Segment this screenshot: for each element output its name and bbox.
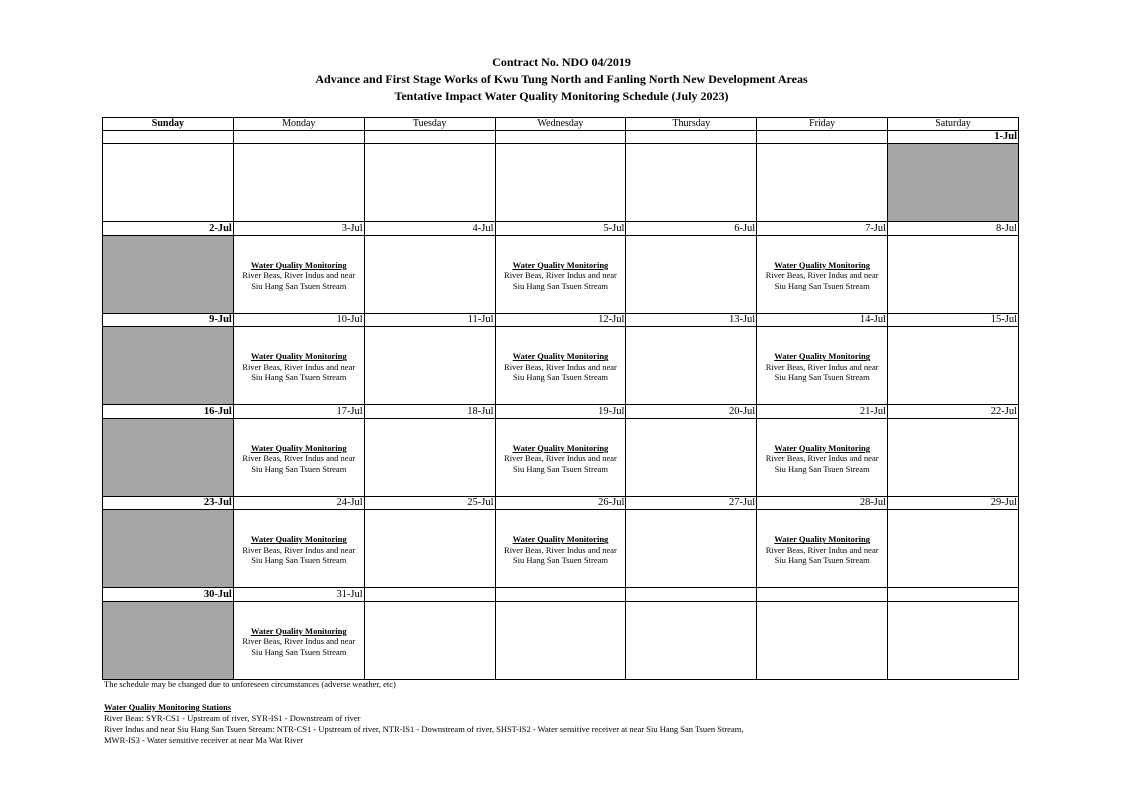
date-cell [757,588,888,601]
day-cell [888,327,1019,405]
event-title: Water Quality Monitoring [512,442,609,453]
date-cell [495,588,626,601]
day-cell [626,418,757,496]
event-location: River Beas, River Indus and near [504,453,617,464]
event-title: Water Quality Monitoring [250,259,347,270]
event-location: River Beas, River Indus and near [765,453,879,464]
day-cell [757,144,888,222]
weekday-header-row [103,118,1019,131]
date-cell: 24-Jul [233,496,364,509]
legend-line: River Indus and near Siu Hang San Tsuen Stream: NTR-CS1 - Upstream of river, NTR-IS1 - Downstream of river, SHST-IS2 - Water sensitive receiver at near Siu Hang San Tsuen Stream, [104,724,744,734]
event-title: Water Quality Monitoring [774,351,870,362]
date-cell: 5-Jul [495,222,626,235]
date-cell: 17-Jul [233,405,364,418]
day-cell [103,418,234,496]
day-cell [103,235,234,313]
date-cell [364,131,495,144]
event-location: Siu Hang San Tsuen Stream [251,280,347,291]
day-cell [364,510,495,588]
event-title: Water Quality Monitoring [250,625,347,636]
weekday-header: Monday [233,118,364,131]
date-cell: 28-Jul [757,496,888,509]
monitoring-event [234,602,364,658]
date-cell: 11-Jul [364,313,495,326]
event-location: River Beas, River Indus and near [765,544,879,555]
weekday-header: Friday [757,118,888,131]
event-title: Water Quality Monitoring [774,534,870,545]
date-cell: 20-Jul [626,405,757,418]
event-location: Siu Hang San Tsuen Stream [774,555,870,566]
day-cell [233,144,364,222]
date-cell: 27-Jul [626,496,757,509]
day-cell [495,235,626,313]
weekday-header: Wednesday [495,118,626,131]
monitoring-event [234,327,364,383]
legend-line: MWR-IS3 - Water sensitive receiver at near Ma Wat River [104,735,304,745]
date-row [103,405,1019,418]
station-legend [104,702,743,746]
event-title: Water Quality Monitoring [512,351,609,362]
event-location: River Beas, River Indus and near [242,453,356,464]
project-title: Advance and First Stage Works of Kwu Tung North and Fanling North New Development Areas [315,72,808,86]
event-location: River Beas, River Indus and near [765,270,879,281]
day-cell [364,601,495,679]
day-cell [495,418,626,496]
event-location: River Beas, River Indus and near [504,544,617,555]
event-location: Siu Hang San Tsuen Stream [251,555,347,566]
legend-line: River Beas: SYR-CS1 - Upstream of river, SYR-IS1 - Downstream of river [104,713,361,723]
contract-number: Contract No. NDO 04/2019 [492,55,631,69]
schedule-title: Tentative Impact Water Quality Monitoring Schedule (July 2023) [394,89,729,103]
day-cell [495,144,626,222]
monitoring-event [757,419,887,475]
event-location: River Beas, River Indus and near [242,361,356,372]
day-cell [888,235,1019,313]
date-cell: 14-Jul [757,313,888,326]
event-location: River Beas, River Indus and near [242,270,356,281]
monitoring-event [496,236,626,292]
date-cell: 16-Jul [103,405,234,418]
date-cell [888,588,1019,601]
day-cell [364,418,495,496]
day-cell [626,510,757,588]
day-cell [103,144,234,222]
day-cell [757,327,888,405]
weekday-header: Thursday [626,118,757,131]
date-cell: 7-Jul [757,222,888,235]
date-cell: 22-Jul [888,405,1019,418]
date-cell: 25-Jul [364,496,495,509]
event-title: Water Quality Monitoring [774,442,870,453]
monitoring-event [234,236,364,292]
monitoring-event [496,327,626,383]
event-location: Siu Hang San Tsuen Stream [251,646,347,657]
day-cell [495,601,626,679]
monitoring-event [234,419,364,475]
weekday-header: Saturday [888,118,1019,131]
date-cell: 1-Jul [888,131,1019,144]
day-cell [757,418,888,496]
date-cell: 13-Jul [626,313,757,326]
date-cell: 4-Jul [364,222,495,235]
day-cell [626,327,757,405]
date-cell [495,131,626,144]
monitoring-event [757,327,887,383]
date-cell [626,131,757,144]
event-location: River Beas, River Indus and near [504,361,617,372]
date-cell: 6-Jul [626,222,757,235]
monitoring-event [234,510,364,566]
event-title: Water Quality Monitoring [512,534,609,545]
date-cell: 15-Jul [888,313,1019,326]
event-title: Water Quality Monitoring [774,259,870,270]
weekday-header: Tuesday [364,118,495,131]
date-cell: 12-Jul [495,313,626,326]
date-cell [103,131,234,144]
day-body-row [103,418,1019,496]
notes-section [104,679,743,746]
event-location: Siu Hang San Tsuen Stream [512,463,608,474]
event-title: Water Quality Monitoring [250,351,347,362]
date-cell: 31-Jul [233,588,364,601]
date-cell: 18-Jul [364,405,495,418]
date-row [103,222,1019,235]
day-cell [888,418,1019,496]
event-location: Siu Hang San Tsuen Stream [774,372,870,383]
monitoring-calendar [102,117,1019,680]
monitoring-event [496,419,626,475]
legend-title: Water Quality Monitoring Stations [104,702,232,712]
date-cell [233,131,364,144]
day-cell [364,235,495,313]
date-cell [364,588,495,601]
day-cell [888,601,1019,679]
monitoring-event [496,510,626,566]
day-cell [626,144,757,222]
day-cell [233,327,364,405]
event-location: Siu Hang San Tsuen Stream [512,555,608,566]
date-cell: 23-Jul [103,496,234,509]
day-body-row [103,235,1019,313]
day-body-row [103,327,1019,405]
date-cell: 3-Jul [233,222,364,235]
event-title: Water Quality Monitoring [250,442,347,453]
date-row [103,131,1019,144]
event-location: Siu Hang San Tsuen Stream [251,372,347,383]
date-row [103,313,1019,326]
event-location: Siu Hang San Tsuen Stream [774,463,870,474]
date-cell: 8-Jul [888,222,1019,235]
day-cell [888,510,1019,588]
day-cell [233,601,364,679]
event-location: River Beas, River Indus and near [504,270,617,281]
day-cell [233,235,364,313]
date-cell: 30-Jul [103,588,234,601]
day-cell [233,510,364,588]
event-location: Siu Hang San Tsuen Stream [512,280,608,291]
day-body-row [103,510,1019,588]
document-header [0,54,1123,105]
day-cell [757,601,888,679]
event-title: Water Quality Monitoring [250,534,347,545]
date-cell: 21-Jul [757,405,888,418]
day-cell [626,235,757,313]
day-cell [495,327,626,405]
date-cell [626,588,757,601]
day-body-row [103,144,1019,222]
day-cell [103,510,234,588]
day-cell [626,601,757,679]
weekday-header: Sunday [103,118,234,131]
date-cell [757,131,888,144]
date-cell: 26-Jul [495,496,626,509]
event-location: River Beas, River Indus and near [242,636,356,647]
date-cell: 19-Jul [495,405,626,418]
day-cell [103,601,234,679]
event-location: River Beas, River Indus and near [242,544,356,555]
event-location: River Beas, River Indus and near [765,361,879,372]
event-location: Siu Hang San Tsuen Stream [774,280,870,291]
event-location: Siu Hang San Tsuen Stream [512,372,608,383]
monitoring-event [757,236,887,292]
date-cell: 29-Jul [888,496,1019,509]
event-location: Siu Hang San Tsuen Stream [251,463,347,474]
event-title: Water Quality Monitoring [512,259,609,270]
date-cell: 9-Jul [103,313,234,326]
day-body-row [103,601,1019,679]
day-cell [757,235,888,313]
date-cell: 10-Jul [233,313,364,326]
day-cell [364,144,495,222]
day-cell [364,327,495,405]
day-cell [103,327,234,405]
date-cell: 2-Jul [103,222,234,235]
monitoring-event [757,510,887,566]
date-row [103,496,1019,509]
date-row [103,588,1019,601]
schedule-disclaimer: The schedule may be changed due to unforeseen circumstances (adverse weather, etc) [104,679,396,689]
day-cell [495,510,626,588]
day-cell [888,144,1019,222]
day-cell [233,418,364,496]
day-cell [757,510,888,588]
